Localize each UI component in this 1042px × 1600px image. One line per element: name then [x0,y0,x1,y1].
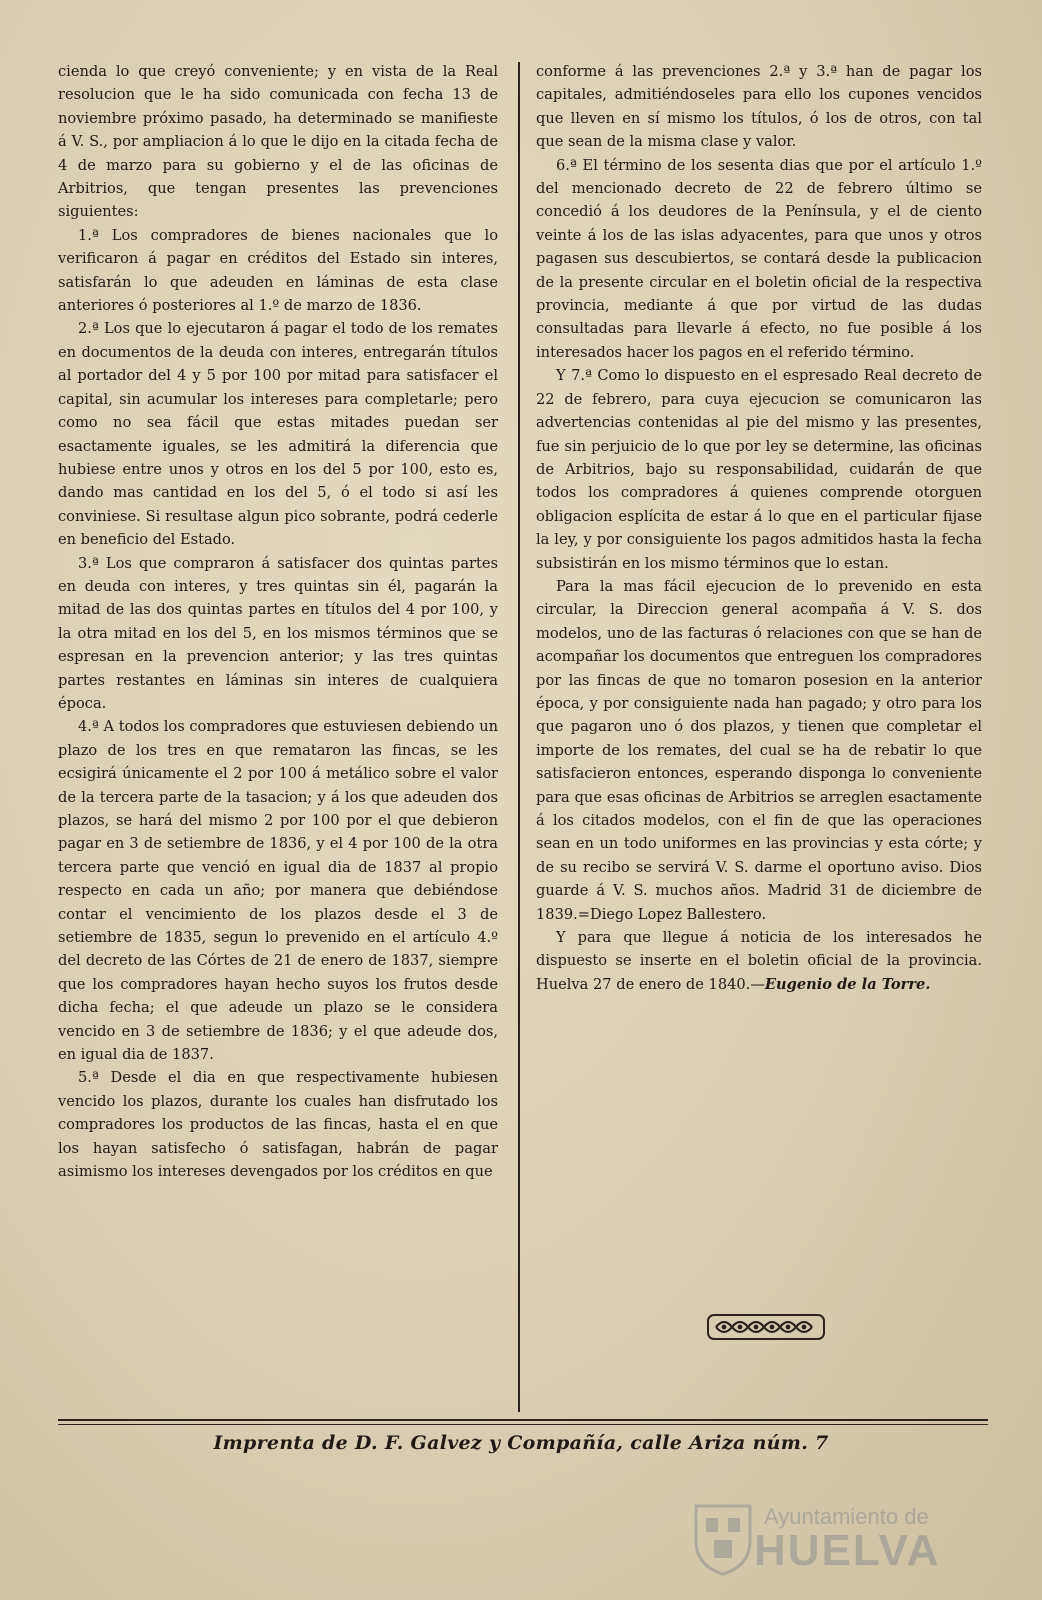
coat-of-arms-icon [692,1500,754,1576]
paragraph-modelos: Para la mas fácil ejecucion de lo prevenido en esta circular, la Direccion general acompaña á V. S. dos modelos, uno de las facturas ó relaciones con que se han de acompañar los documentos que entreguen los compradores por las fincas de que no tomaron posesion en la anterior época, y por consiguiente nada han pagado; y otro para los que pagaron uno ó dos plazos, y tienen que completar el importe de los remates, del cual se ha de rebatir lo que satisfacieron entonces, esperando disponga lo conveniente para que esas oficinas de Arbitrios se arreglen esactamente á los citados modelos, con el fin de que las operaciones sean en un todo uniformes en las provincias y esta córte; y de su recibo se servirá V. S. darme el oportuno aviso. Dios guarde á V. S. muchos años. Madrid 31 de diciembre de 1839.=Diego Lopez Ballestero. [536,577,982,923]
paragraph-intro: cienda lo que creyó conveniente; y en vista de la Real resolucion que le ha sido comunicada con fecha 13 de noviembre próximo pasado, ha determinado se manifieste á V. S., por ampliacion á lo que le dijo en la citada fecha de 4 de marzo para su gobierno y el de las oficinas de Arbitrios, que tengan presentes las prevenciones siguientes: [58,63,498,221]
paragraph-prevencion-5: 5.ª Desde el dia en que respectivamente hubiesen vencido los plazos, durante los cuales han disfrutado los compradores los productos de las fincas, hasta el en que los hayan satisfecho ó satisfagan, habrán de pagar asimismo los intereses devengados por los créditos en que [58,1069,498,1181]
paragraph-prevencion-1: 1.ª Los compradores de bienes nacionales que lo verificaron á pagar en créditos del Estado sin interes, satisfarán lo que adeuden en láminas de esta clase anteriores ó posteriores al 1.º de marzo de 1836. [58,226,498,315]
watermark-line-1: Ayuntamiento de [764,1504,929,1529]
column-divider [518,62,520,1412]
ornament-icon [706,1309,826,1345]
footer-rule-thin [58,1424,988,1425]
footer-rule [58,1419,988,1421]
signature: Eugenio de la Torre. [764,975,931,993]
right-column [536,60,982,996]
watermark-line-2: HUELVA [754,1526,941,1575]
paragraph-continuation: conforme á las prevenciones 2.ª y 3.ª han de pagar los capitales, admitiéndoseles para ello los cupones vencidos que lleven en sí mismo los títulos, ó los de otros, con tal que sean de la misma clase y valor. [536,63,982,151]
paragraph-closing [536,926,982,996]
left-column [58,60,498,1184]
paragraph-prevencion-4: 4.ª A todos los compradores que estuviesen debiendo un plazo de los tres en que remataron las fincas, se les ecsigirá únicamente el 2 por 100 á metálico sobre el valor de la tercera parte de la tasacion; y á los que adeuden dos plazos, se hará del mismo 2 por 100 por el que debieron pagar en 3 de setiembre de 1836, y el 4 por 100 de la otra tercera parte que venció en igual dia de 1837 al propio respecto en cada un año; por manera que debiéndose contar el vencimiento de los plazos desde el 3 de setiembre de 1835, segun lo prevenido en el artículo 4.º del decreto de las Córtes de 21 de enero de 1837, siempre que los compradores hayan hecho suyos los frutos desde dicha fecha; el que adeude un plazo se le considera vencido en 3 de setiembre de 1836; y el que adeude dos, en igual dia de 1837. [58,718,498,1064]
paragraph-prevencion-3: 3.ª Los que compraron á satisfacer dos quintas partes en deuda con interes, y tres quintas sin él, pagarán la mitad de las dos quintas partes en títulos del 4 por 100, y la otra mitad en los del 5, en los mismos términos que se espresan en la prevencion anterior; y las tres quintas partes restantes en láminas sin interes de cualquiera época. [58,554,498,712]
paragraph-prevencion-2: 2.ª Los que lo ejecutaron á pagar el todo de los remates en documentos de la deuda con interes, entregarán títulos al portador del 4 y 5 por 100 por mitad para satisfacer el capital, sin acumular los intereses para completarle; pero como no sea fácil que estas mitades puedan ser esactamente iguales, se les admitirá la diferencia que hubiese entre unos y otros en los del 5 por 100, esto es, dando mas cantidad en los del 5, ó el todo si así les conviniese. Si resultase algun pico sobrante, podrá cederle en beneficio del Estado. [58,320,498,549]
paragraph-prevencion-7: Y 7.ª Como lo dispuesto en el espresado Real decreto de 22 de febrero, para cuya ejecucion se comunicaron las advertencias contenidas al pie del mismo y las presentes, fue sin perjuicio de lo que por ley se determine, las oficinas de Arbitrios, bajo su responsabilidad, cuidarán de que todos los compradores á quienes comprende otorguen obligacion esplícita de estar á lo que en el particular fijase la ley, y por consiguiente los pagos admitidos hasta la fecha subsistirán en los mismo términos que lo estan. [536,367,982,572]
archive-watermark [688,1500,968,1580]
printer-imprint: Imprenta de D. F. Galvez y Compañía, calle Ariza núm. 7 [213,1432,829,1454]
closing-text: Y para que llegue á noticia de los interesados he dispuesto se inserte en el boletin oficial de la provincia. Huelva 27 de enero de 1840.— [536,929,982,993]
paragraph-prevencion-6: 6.ª El término de los sesenta dias que por el artículo 1.º del mencionado decreto de 22 de febrero último se concedió á los deudores de la Península, y el de ciento veinte á los de las islas adyacentes, para que unos y otros pagasen sus descubiertos, se contará desde la publicacion de la presente circular en el boletin oficial de la respectiva provincia, mediante á que por virtud de las dudas consultadas para llevarle á efecto, no fue posible á los interesados hacer los pagos en el referido término. [536,156,982,361]
